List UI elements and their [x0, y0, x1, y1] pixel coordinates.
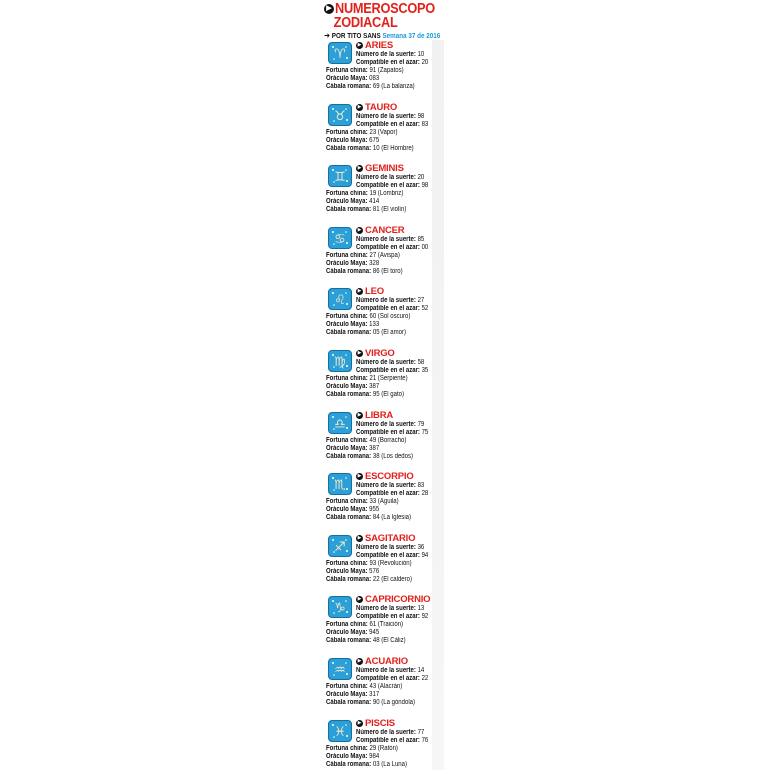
stat-label: Oráculo Maya: — [326, 75, 368, 82]
stat-value: 22 — [421, 675, 429, 682]
stat-label: Fortuna china: — [326, 560, 368, 567]
stat-value: 387 — [369, 383, 380, 390]
week-label: Semana 37 de 2016 — [382, 33, 441, 40]
sign-name: LEO — [365, 285, 384, 297]
stat-label: Fortuna china: — [326, 498, 368, 505]
stat-value: 20 — [417, 174, 425, 181]
stat-oraculo — [326, 753, 379, 761]
stat-value: 81 (El violín) — [372, 206, 407, 213]
sign-name: TAURO — [365, 101, 398, 113]
stat-oraculo — [326, 445, 379, 453]
stat-label: Número de la suerte: — [356, 236, 416, 243]
stat-label: Compatible en el azar: — [356, 367, 420, 374]
stat-label: Fortuna china: — [326, 621, 368, 628]
stat-label: Compatible en el azar: — [356, 121, 420, 128]
stat-label: Cábala romana: — [326, 637, 372, 644]
stat-value: 33 (Aguila) — [369, 498, 399, 505]
stat-numero — [356, 174, 424, 182]
svg-text:♑: ♑ — [334, 601, 346, 616]
stat-value: 29 (Ratón) — [369, 745, 398, 752]
stat-fortuna — [326, 560, 412, 568]
stat-label: Fortuna china: — [326, 313, 368, 320]
stat-numero — [356, 359, 424, 367]
stat-fortuna — [326, 745, 398, 753]
stat-value: 98 — [421, 182, 429, 189]
play-icon: ▶ — [357, 42, 362, 48]
sign-icon — [328, 165, 352, 187]
stat-value: 95 (El gato) — [372, 391, 404, 398]
stat-oraculo — [326, 321, 379, 329]
stat-value: 27 — [417, 297, 425, 304]
stat-value: 43 (Alacrán) — [369, 683, 403, 690]
stat-numero — [356, 51, 424, 59]
sign-heading — [356, 594, 430, 604]
sign-block — [324, 471, 444, 533]
title-line-1: NUMEROSCOPO — [335, 1, 435, 17]
stat-fortuna — [326, 67, 404, 75]
stat-compatible — [356, 490, 428, 498]
stat-oraculo — [326, 629, 379, 637]
play-icon: ▶ — [357, 596, 362, 602]
sign-name: CANCER — [365, 224, 405, 236]
stat-fortuna — [326, 683, 402, 691]
stat-value: 317 — [369, 691, 380, 698]
stat-compatible — [356, 737, 428, 745]
stat-label: Compatible en el azar: — [356, 244, 420, 251]
stat-value: 28 — [421, 490, 429, 497]
sign-name: ESCORPIO — [365, 470, 414, 482]
sign-icon — [328, 412, 352, 434]
stat-compatible — [356, 613, 428, 621]
author: POR TITO SANS — [331, 33, 381, 40]
stat-label: Número de la suerte: — [356, 482, 416, 489]
numeroscopo-column — [324, 0, 444, 770]
stat-label: Compatible en el azar: — [356, 613, 420, 620]
stat-label: Cábala romana: — [326, 699, 372, 706]
stat-value: 58 — [417, 359, 425, 366]
stat-cabala — [326, 699, 415, 707]
sign-icon — [328, 473, 352, 495]
stat-label: Número de la suerte: — [356, 174, 416, 181]
stat-label: Número de la suerte: — [356, 421, 416, 428]
stat-label: Cábala romana: — [326, 145, 372, 152]
stat-fortuna — [326, 190, 403, 198]
stat-value: 14 — [417, 667, 425, 674]
sign-block — [324, 286, 444, 348]
stat-compatible — [356, 429, 428, 437]
play-icon: ▶ — [357, 227, 362, 233]
sign-block — [324, 594, 444, 656]
stat-label: Número de la suerte: — [356, 729, 416, 736]
stat-label: Fortuna china: — [326, 129, 368, 136]
stat-label: Compatible en el azar: — [356, 675, 420, 682]
sign-icon — [328, 288, 352, 310]
svg-text:♈: ♈ — [334, 47, 346, 62]
stat-compatible — [356, 244, 428, 252]
arrow-right-icon: ➜ — [324, 31, 331, 40]
stat-label: Fortuna china: — [326, 190, 368, 197]
stat-label: Número de la suerte: — [356, 605, 416, 612]
stat-value: 92 — [421, 613, 429, 620]
sign-icon — [328, 658, 352, 680]
stat-value: 984 — [369, 753, 380, 760]
stat-label: Cábala romana: — [326, 268, 372, 275]
svg-text:♌: ♌ — [334, 293, 346, 308]
stat-cabala — [326, 268, 403, 276]
stat-value: 13 — [417, 605, 425, 612]
stat-fortuna — [326, 129, 398, 137]
stat-label: Número de la suerte: — [356, 51, 416, 58]
sign-heading — [356, 718, 395, 728]
sign-heading — [356, 471, 414, 481]
stat-compatible — [356, 59, 428, 67]
stat-value: 10 — [417, 51, 425, 58]
sign-heading — [356, 286, 384, 296]
stat-value: 94 — [421, 552, 429, 559]
stat-cabala — [326, 391, 404, 399]
stat-compatible — [356, 552, 428, 560]
stat-value: 98 — [417, 113, 425, 120]
stat-value: 84 (La Iglesia) — [372, 514, 412, 521]
stat-oraculo — [326, 568, 379, 576]
stat-oraculo — [326, 137, 379, 145]
sign-heading — [356, 348, 395, 358]
sign-name: PISCIS — [365, 717, 395, 729]
stat-numero — [356, 667, 424, 675]
stat-label: Fortuna china: — [326, 67, 368, 74]
play-icon: ▶ — [357, 104, 362, 110]
stat-label: Número de la suerte: — [356, 667, 416, 674]
stat-value: 49 (Borracho) — [369, 437, 407, 444]
stat-label: Compatible en el azar: — [356, 737, 420, 744]
sign-block — [324, 718, 444, 770]
stat-label: Oráculo Maya: — [326, 629, 368, 636]
stat-numero — [356, 729, 424, 737]
stat-oraculo — [326, 383, 379, 391]
stat-value: 79 — [417, 421, 425, 428]
stat-label: Cábala romana: — [326, 453, 372, 460]
stat-label: Oráculo Maya: — [326, 137, 368, 144]
sign-name: CAPRICORNIO — [365, 593, 431, 605]
play-icon: ▶ — [357, 350, 362, 356]
sign-icon — [328, 720, 352, 742]
stat-value: 83 — [417, 482, 425, 489]
stat-label: Oráculo Maya: — [326, 321, 368, 328]
stat-value: 414 — [369, 198, 380, 205]
stat-cabala — [326, 83, 415, 91]
sign-icon — [328, 350, 352, 372]
stat-value: 36 — [417, 544, 425, 551]
stat-numero — [356, 236, 424, 244]
stat-fortuna — [326, 375, 408, 383]
stat-cabala — [326, 145, 414, 153]
stat-value: 675 — [369, 137, 380, 144]
play-icon: ▶ — [357, 288, 362, 294]
sign-name: LIBRA — [365, 409, 394, 421]
stat-label: Fortuna china: — [326, 252, 368, 259]
play-icon: ▶ — [357, 412, 362, 418]
stat-label: Oráculo Maya: — [326, 568, 368, 575]
stat-label: Fortuna china: — [326, 745, 368, 752]
stat-label: Fortuna china: — [326, 683, 368, 690]
stat-value: 75 — [421, 429, 429, 436]
stat-label: Compatible en el azar: — [356, 429, 420, 436]
stat-value: 083 — [369, 75, 380, 82]
sign-heading — [356, 225, 404, 235]
stat-value: 86 (El toro) — [372, 268, 403, 275]
stat-label: Cábala romana: — [326, 83, 372, 90]
stat-oraculo — [326, 198, 379, 206]
stat-value: 77 — [417, 729, 425, 736]
stat-oraculo — [326, 506, 379, 514]
svg-text:♏: ♏ — [334, 478, 346, 493]
stat-cabala — [326, 514, 411, 522]
sign-name: ACUARIO — [365, 655, 408, 667]
page-title — [324, 2, 444, 30]
stat-label: Oráculo Maya: — [326, 260, 368, 267]
stat-compatible — [356, 182, 428, 190]
stat-value: 85 — [417, 236, 425, 243]
stat-value: 20 — [421, 59, 429, 66]
stat-fortuna — [326, 498, 399, 506]
stat-value: 93 (Revolución) — [369, 560, 412, 567]
sign-icon — [328, 42, 352, 64]
svg-text:♍: ♍ — [334, 355, 346, 370]
stat-label: Fortuna china: — [326, 375, 368, 382]
play-icon: ▶ — [357, 535, 362, 541]
svg-text:♊: ♊ — [334, 170, 346, 185]
stat-label: Oráculo Maya: — [326, 445, 368, 452]
stat-fortuna — [326, 437, 406, 445]
stat-label: Compatible en el azar: — [356, 59, 420, 66]
play-icon: ▶ — [324, 4, 334, 14]
svg-text:♋: ♋ — [334, 232, 346, 247]
stat-compatible — [356, 367, 428, 375]
sign-block — [324, 225, 444, 287]
sign-block — [324, 656, 444, 718]
sign-heading — [356, 102, 397, 112]
sign-block — [324, 348, 444, 410]
stat-cabala — [326, 206, 406, 214]
title-line-2: ZODIACAL — [333, 15, 398, 31]
stat-value: 27 (Avispa) — [369, 252, 400, 259]
sign-icon — [328, 535, 352, 557]
stat-compatible — [356, 305, 428, 313]
stat-numero — [356, 421, 424, 429]
stat-label: Número de la suerte: — [356, 297, 416, 304]
stat-label: Número de la suerte: — [356, 359, 416, 366]
sign-block — [324, 533, 444, 595]
stat-label: Cábala romana: — [326, 391, 372, 398]
stat-numero — [356, 605, 424, 613]
sign-heading — [356, 656, 408, 666]
sign-heading — [356, 163, 404, 173]
stat-label: Número de la suerte: — [356, 113, 416, 120]
stat-label: Cábala romana: — [326, 576, 372, 583]
sign-icon — [328, 227, 352, 249]
stat-label: Oráculo Maya: — [326, 506, 368, 513]
play-icon: ▶ — [357, 720, 362, 726]
stat-oraculo — [326, 260, 379, 268]
stat-value: 00 — [421, 244, 429, 251]
stat-value: 90 (La góndola) — [372, 699, 416, 706]
stat-label: Cábala romana: — [326, 514, 372, 521]
stat-label: Cábala romana: — [326, 206, 372, 213]
stat-value: 576 — [369, 568, 380, 575]
stat-numero — [356, 482, 424, 490]
sign-block — [324, 102, 444, 164]
stat-label: Cábala romana: — [326, 329, 372, 336]
stat-value: 328 — [369, 260, 380, 267]
stat-cabala — [326, 453, 413, 461]
stat-label: Cábala romana: — [326, 761, 372, 768]
play-icon: ▶ — [357, 165, 362, 171]
sign-block — [324, 410, 444, 472]
sign-name: GEMINIS — [365, 162, 404, 174]
stat-label: Oráculo Maya: — [326, 198, 368, 205]
stat-fortuna — [326, 621, 403, 629]
stat-value: 48 (El Cáliz) — [372, 637, 406, 644]
svg-text:♓: ♓ — [334, 725, 346, 740]
stat-value: 05 (El amor) — [372, 329, 406, 336]
stat-label: Compatible en el azar: — [356, 305, 420, 312]
sign-heading — [356, 533, 415, 543]
sign-icon — [328, 596, 352, 618]
stat-value: 19 (Lombriz) — [369, 190, 404, 197]
svg-text:♐: ♐ — [334, 540, 346, 555]
stat-value: 22 (El caldero) — [372, 576, 413, 583]
stat-fortuna — [326, 313, 410, 321]
stat-value: 52 — [421, 305, 429, 312]
sign-name: SAGITARIO — [365, 532, 416, 544]
sign-block — [324, 40, 444, 102]
stat-fortuna — [326, 252, 400, 260]
stat-value: 91 (Zapatos) — [369, 67, 404, 74]
stat-value: 21 (Serpiente) — [369, 375, 408, 382]
stat-value: 38 (Los dedos) — [372, 453, 414, 460]
stat-oraculo — [326, 75, 379, 83]
stat-oraculo — [326, 691, 379, 699]
stat-numero — [356, 297, 424, 305]
stat-label: Compatible en el azar: — [356, 552, 420, 559]
stat-value: 83 — [421, 121, 429, 128]
svg-text:♎: ♎ — [334, 417, 346, 432]
stat-label: Oráculo Maya: — [326, 383, 368, 390]
stat-label: Compatible en el azar: — [356, 490, 420, 497]
sign-heading — [356, 40, 393, 50]
sign-icon — [328, 104, 352, 126]
play-icon: ▶ — [357, 658, 362, 664]
stat-numero — [356, 544, 424, 552]
sign-name: ARIES — [365, 39, 394, 51]
stat-compatible — [356, 121, 428, 129]
stat-value: 387 — [369, 445, 380, 452]
stat-value: 61 (Traición) — [369, 621, 404, 628]
stat-value: 03 (La Luna) — [372, 761, 408, 768]
stat-value: 69 (La balanza) — [372, 83, 415, 90]
sign-block — [324, 163, 444, 225]
stat-value: 23 (Vapor) — [369, 129, 398, 136]
stat-cabala — [326, 761, 407, 769]
stat-label: Oráculo Maya: — [326, 753, 368, 760]
sign-heading — [356, 410, 393, 420]
stat-value: 76 — [421, 737, 429, 744]
play-icon: ▶ — [357, 473, 362, 479]
stat-label: Oráculo Maya: — [326, 691, 368, 698]
stat-value: 955 — [369, 506, 380, 513]
stat-value: 945 — [369, 629, 380, 636]
stat-cabala — [326, 576, 412, 584]
stat-label: Fortuna china: — [326, 437, 368, 444]
svg-text:♉: ♉ — [334, 109, 346, 124]
stat-value: 133 — [369, 321, 380, 328]
stat-cabala — [326, 637, 406, 645]
sign-name: VIRGO — [365, 347, 395, 359]
stat-cabala — [326, 329, 406, 337]
stat-value: 60 (Sol oscuro) — [369, 313, 411, 320]
stat-value: 10 (El Hombre) — [372, 145, 414, 152]
svg-text:♒: ♒ — [334, 663, 346, 678]
stat-label: Compatible en el azar: — [356, 182, 420, 189]
stat-numero — [356, 113, 424, 121]
stat-compatible — [356, 675, 428, 683]
stat-label: Número de la suerte: — [356, 544, 416, 551]
stat-value: 35 — [421, 367, 429, 374]
